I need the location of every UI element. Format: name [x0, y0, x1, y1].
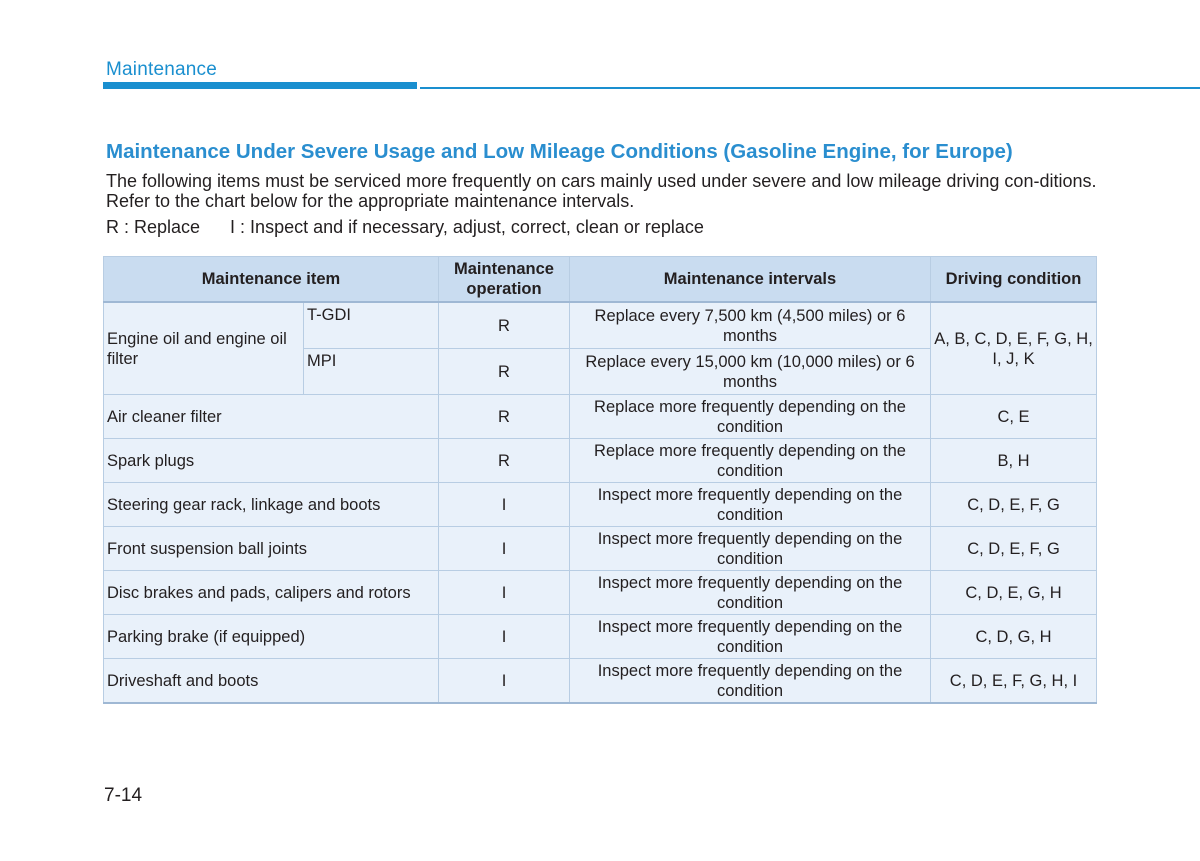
- operation-cell: I: [439, 571, 570, 615]
- table-row: [104, 571, 1097, 615]
- operation-cell: I: [439, 483, 570, 527]
- interval-cell: Replace more frequently depending on the condition: [570, 439, 931, 483]
- operation-cell: R: [439, 302, 570, 349]
- table-header-row: [104, 257, 1097, 303]
- operation-cell: I: [439, 659, 570, 704]
- engine-variant: T-GDI: [304, 302, 439, 349]
- header-rule-thin: [420, 87, 1200, 89]
- section-label: Maintenance: [106, 59, 217, 80]
- table-row: [104, 615, 1097, 659]
- condition-cell: C, D, E, F, G: [931, 527, 1097, 571]
- table-row: [104, 483, 1097, 527]
- legend-inspect: I : Inspect and if necessary, adjust, correct, clean or replace: [230, 217, 704, 237]
- header-operation: Maintenance operation: [439, 257, 570, 303]
- header-item: Maintenance item: [104, 257, 439, 303]
- interval-cell: Inspect more frequently depending on the condition: [570, 659, 931, 704]
- condition-cell: A, B, C, D, E, F, G, H, I, J, K: [931, 302, 1097, 395]
- interval-cell: Inspect more frequently depending on the condition: [570, 571, 931, 615]
- table-row: [104, 302, 1097, 349]
- interval-cell: Replace more frequently depending on the condition: [570, 395, 931, 439]
- condition-cell: C, D, E, G, H: [931, 571, 1097, 615]
- item-cell: Disc brakes and pads, calipers and rotors: [104, 571, 439, 615]
- interval-cell: Inspect more frequently depending on the condition: [570, 615, 931, 659]
- operation-cell: R: [439, 439, 570, 483]
- header-rule-thick: [103, 82, 417, 89]
- engine-variant: MPI: [304, 349, 439, 395]
- interval-cell: Inspect more frequently depending on the condition: [570, 527, 931, 571]
- condition-cell: C, D, E, F, G: [931, 483, 1097, 527]
- table-row: [104, 659, 1097, 704]
- table-row: [104, 527, 1097, 571]
- interval-cell: Inspect more frequently depending on the condition: [570, 483, 931, 527]
- item-cell: Driveshaft and boots: [104, 659, 439, 704]
- item-cell: Front suspension ball joints: [104, 527, 439, 571]
- item-cell: Steering gear rack, linkage and boots: [104, 483, 439, 527]
- engine-oil-item: Engine oil and engine oil filter: [104, 302, 304, 395]
- header-condition: Driving condition: [931, 257, 1097, 303]
- operation-cell: R: [439, 349, 570, 395]
- condition-cell: C, D, E, F, G, H, I: [931, 659, 1097, 704]
- operation-cell: I: [439, 527, 570, 571]
- page-number: 7-14: [104, 785, 143, 806]
- maintenance-table: [103, 256, 1097, 704]
- interval-cell: Replace every 15,000 km (10,000 miles) or 6 months: [570, 349, 931, 395]
- condition-cell: C, D, G, H: [931, 615, 1097, 659]
- legend: [106, 217, 704, 238]
- table-row: [104, 439, 1097, 483]
- operation-cell: I: [439, 615, 570, 659]
- legend-replace: R : Replace: [106, 217, 201, 237]
- item-cell: Parking brake (if equipped): [104, 615, 439, 659]
- interval-cell: Replace every 7,500 km (4,500 miles) or 6 months: [570, 302, 931, 349]
- intro-paragraph: The following items must be serviced more frequently on cars mainly used under severe and low mileage driving con-ditions. Refer to the chart below for the appropriate maintenance intervals.: [106, 171, 1097, 211]
- header-intervals: Maintenance intervals: [570, 257, 931, 303]
- condition-cell: C, E: [931, 395, 1097, 439]
- operation-cell: R: [439, 395, 570, 439]
- condition-cell: B, H: [931, 439, 1097, 483]
- page-title: Maintenance Under Severe Usage and Low Mileage Conditions (Gasoline Engine, for Europe): [106, 140, 1013, 163]
- item-cell: Air cleaner filter: [104, 395, 439, 439]
- table-row: [104, 395, 1097, 439]
- item-cell: Spark plugs: [104, 439, 439, 483]
